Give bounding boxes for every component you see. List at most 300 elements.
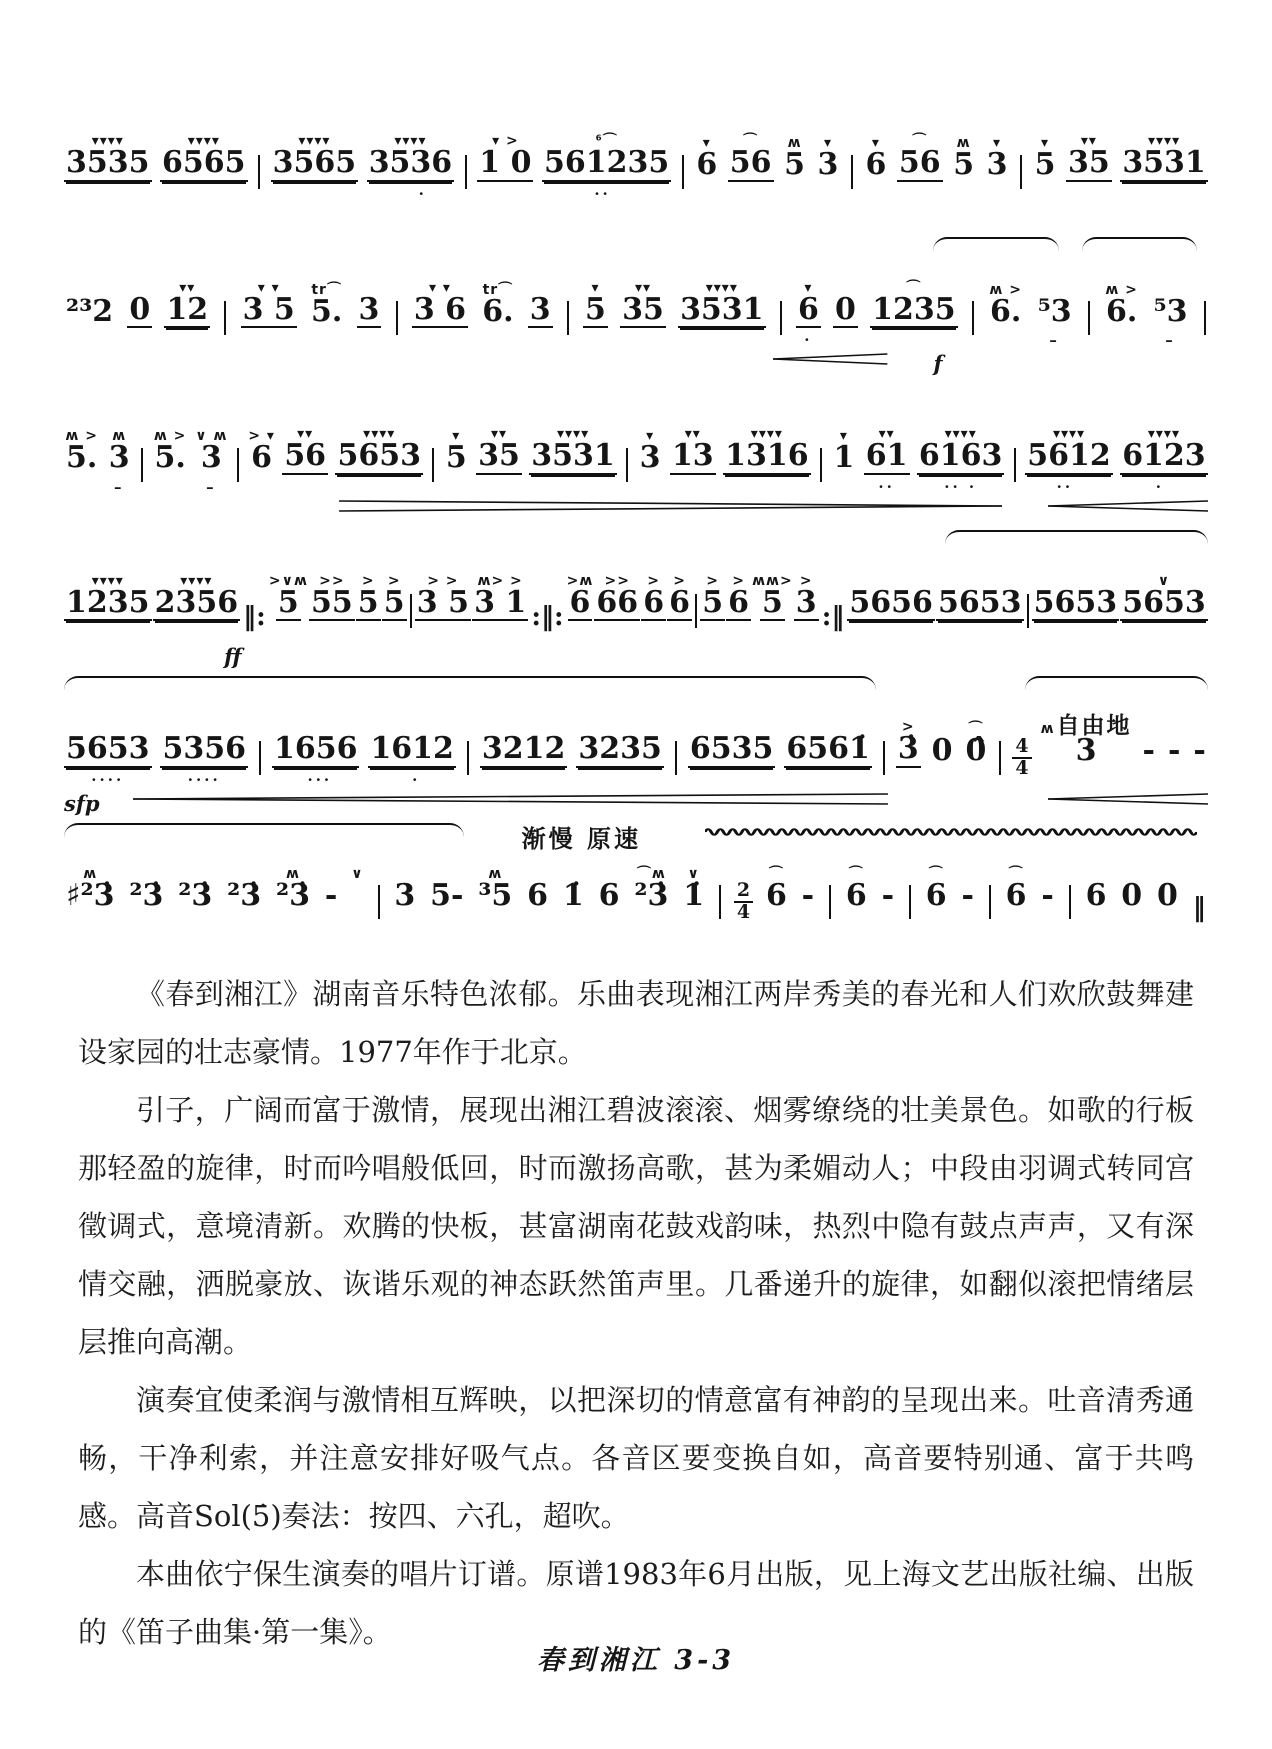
music-system	[0, 821, 1272, 936]
octave-dots	[501, 189, 509, 205]
notation-group	[274, 849, 312, 936]
jianpu-notes: 3	[639, 440, 661, 475]
notation-group	[688, 702, 776, 791]
jianpu-notes: 3565	[272, 145, 357, 180]
notation-group	[833, 263, 858, 352]
articulation-marks: ʍ >	[65, 428, 98, 444]
articulation-marks: ∨	[1157, 572, 1171, 589]
slur-arc	[1025, 676, 1208, 694]
page-footer	[0, 1638, 1272, 1677]
jianpu-notes: 56	[284, 438, 327, 473]
barline	[989, 885, 991, 919]
barline	[909, 885, 911, 919]
notation-group	[831, 411, 856, 498]
time-signature: 4 4	[1012, 737, 1031, 779]
articulation-marks: ▾	[839, 428, 848, 444]
barline	[820, 448, 822, 482]
notation-group	[784, 702, 872, 791]
music-system	[0, 528, 1272, 669]
notation-group	[1152, 265, 1190, 352]
octave-dots	[734, 628, 742, 644]
notation-group	[951, 118, 976, 205]
barline	[1020, 155, 1022, 189]
articulation-marks: ⌒	[743, 133, 759, 149]
articulation-marks: ▾▾▾▾	[298, 133, 331, 149]
notation-group	[597, 849, 622, 936]
jianpu-notes: 6	[527, 877, 549, 913]
octave-dots	[703, 189, 711, 205]
notation-group	[620, 263, 666, 352]
jianpu-notes: 6	[845, 877, 867, 913]
jianpu-notes: 3531	[531, 438, 615, 473]
octave-dots	[605, 919, 613, 935]
jianpu-notes: 5653	[938, 584, 1022, 620]
notation-row	[64, 702, 1208, 791]
jianpu-notes: -	[1193, 733, 1206, 768]
jianpu-notes: ⁵3	[1153, 293, 1188, 329]
octave-dots	[841, 335, 849, 351]
jianpu-notes: 6	[669, 584, 691, 620]
octave-dots: ·	[1155, 477, 1173, 496]
octave-dots	[1002, 335, 1010, 351]
notation-group	[567, 556, 594, 645]
notation-group	[323, 849, 339, 936]
notation-group	[1120, 409, 1208, 498]
notation-group	[412, 263, 468, 352]
jianpu-notes: 3	[1075, 733, 1097, 768]
articulation-marks: >	[732, 572, 745, 589]
articulation-marks: ▾▾▾▾	[180, 572, 213, 589]
jianpu-notes: -	[1041, 877, 1054, 913]
notation-group	[1036, 265, 1074, 352]
octave-dots: ··	[594, 184, 619, 203]
notation-group	[382, 556, 407, 645]
octave-dots	[1196, 775, 1204, 791]
octave-dots	[1082, 775, 1090, 791]
barline: :‖:	[531, 602, 564, 632]
articulation-marks: >	[387, 572, 401, 589]
articulation-marks: >	[647, 572, 660, 589]
notation-group	[164, 263, 210, 352]
barline	[851, 155, 853, 189]
paragraph-intro: 《春到湘江》湖南音乐特色浓郁。乐曲表现湘江两岸秀美的春光和人们欢欣鼓舞建设家园的壮志豪情。1977年作于北京。	[78, 977, 1194, 1069]
notation-group	[1141, 704, 1157, 791]
notation-group	[428, 849, 465, 936]
notation-group	[195, 411, 227, 498]
articulation-marks: ⌒ʍ	[636, 865, 666, 882]
notation-group	[1025, 409, 1113, 498]
octave-dots	[646, 482, 654, 498]
articulation-marks: >>	[319, 572, 345, 589]
jianpu-notes: 561235	[544, 145, 670, 180]
jianpu-notes: ²3̇	[129, 877, 164, 913]
notation-group	[1066, 116, 1112, 205]
octave-dots	[192, 628, 200, 644]
notation-group	[638, 411, 663, 498]
octave-dots	[364, 628, 372, 644]
jianpu-notes: 6	[598, 877, 620, 913]
jianpu-notes: 5.	[66, 440, 98, 475]
jianpu-notes: 3	[986, 147, 1008, 182]
octave-dots	[647, 919, 655, 935]
decresc-hairpin	[339, 500, 1003, 514]
jianpu-notes: 6	[1085, 877, 1107, 913]
octave-dots	[452, 482, 460, 498]
notation-group	[1032, 556, 1120, 645]
notation-group	[476, 409, 522, 498]
articulation-marks: ▾▾▾▾	[363, 426, 396, 442]
barline	[1027, 594, 1029, 628]
notation-group	[583, 263, 608, 352]
articulation-marks: ▾	[804, 279, 813, 296]
articulation-marks: >>	[604, 572, 630, 589]
articulation-marks: ʍ >	[1105, 281, 1138, 298]
octave-dots	[191, 919, 199, 935]
notation-group	[1033, 118, 1058, 205]
notation-group	[528, 263, 553, 352]
octave-dots	[763, 482, 771, 498]
octave-dots	[310, 189, 318, 205]
notation-group	[64, 116, 152, 205]
octave-dots	[709, 628, 717, 644]
articulation-marks: ▾	[993, 135, 1002, 151]
notation-group	[480, 265, 515, 352]
jianpu-notes: 3	[394, 877, 416, 913]
notation-group	[924, 849, 949, 936]
dynamic-marking: f	[933, 351, 943, 376]
notation-group	[392, 849, 417, 936]
articulation-marks: ▾▾▾▾	[705, 279, 738, 296]
notation-group	[529, 409, 617, 498]
barline	[410, 594, 412, 628]
octave-dots	[910, 335, 918, 351]
articulation-marks: ▾	[646, 428, 655, 444]
jianpu-notes: 66	[596, 584, 639, 620]
jianpu-notes: 6	[765, 877, 787, 913]
barline	[780, 301, 782, 335]
barline	[396, 301, 398, 335]
articulation-marks: >	[706, 572, 719, 589]
articulation-marks: ▾	[452, 428, 461, 444]
octave-dots	[824, 189, 832, 205]
octave-dots	[328, 628, 336, 644]
notation-group	[1004, 849, 1029, 936]
jianpu-notes: ♯²3̇	[66, 877, 115, 913]
articulation-marks: ⌒	[968, 721, 984, 737]
jianpu-notes: 5	[784, 147, 805, 182]
notation-group	[988, 265, 1023, 352]
octave-dots: ·	[395, 770, 429, 789]
articulation-marks: ▾▾▾▾	[1148, 133, 1181, 149]
barline	[626, 448, 628, 482]
jianpu-notes: 61	[865, 438, 908, 473]
octave-dots	[1092, 919, 1100, 935]
barline	[1204, 301, 1206, 335]
articulation-marks: >	[901, 719, 915, 735]
octave-dots	[824, 775, 832, 791]
articulation-marks: ʍ	[83, 865, 98, 882]
octave-dots	[289, 919, 297, 935]
notation-group	[847, 556, 935, 645]
octave-dots	[353, 919, 361, 935]
notation-group	[335, 409, 423, 498]
octave-dots	[491, 919, 499, 935]
jianpu-notes: 1316	[725, 438, 809, 473]
octave-dots	[494, 335, 502, 351]
jianpu-notes: -	[801, 877, 815, 913]
octave-dots	[747, 189, 755, 205]
jianpu-notes: ⁵3	[1037, 293, 1072, 329]
notation-group	[107, 411, 132, 498]
dynamic-marking: sfp	[64, 790, 100, 816]
articulation-marks: >∨ʍ	[268, 572, 308, 589]
octave-dots	[1041, 189, 1049, 205]
articulation-marks: ▾ ▾	[428, 279, 451, 296]
notation-group	[678, 263, 766, 352]
jianpu-notes: 6	[251, 440, 272, 475]
articulation-marks: ▾▾	[634, 279, 652, 296]
jianpu-notes: 3	[817, 147, 839, 182]
notation-group	[752, 556, 793, 645]
notation-group	[225, 849, 263, 936]
jianpu-notes: 6.	[990, 293, 1022, 329]
barline: ‖	[1192, 893, 1206, 923]
jianpu-notes: 5-	[430, 877, 464, 913]
jianpu-notes: -	[324, 877, 338, 913]
notation-group	[1120, 116, 1208, 205]
octave-dots	[972, 775, 980, 791]
articulation-marks: > ▾	[248, 428, 275, 444]
notation-group	[415, 556, 471, 645]
jianpu-notes: 3212	[481, 731, 566, 766]
jianpu-notes: 5	[445, 440, 467, 475]
jianpu-notes: 5612	[1027, 438, 1111, 473]
notation-group	[594, 556, 640, 645]
jianpu-notes: 3531	[680, 291, 764, 327]
articulation-marks: ⌒	[906, 279, 922, 296]
notation-group	[782, 118, 807, 205]
octave-dots	[718, 335, 726, 351]
barline	[224, 301, 226, 335]
jianpu-notes: 56	[898, 145, 941, 180]
octave-dots	[690, 919, 698, 935]
notation-group	[694, 118, 719, 205]
notation-group	[272, 702, 360, 791]
slur-arc	[1082, 237, 1196, 255]
notation-group	[248, 411, 275, 498]
jianpu-notes: 5	[702, 584, 724, 620]
jianpu-notes: 1	[833, 440, 855, 475]
notation-group	[930, 704, 955, 791]
octave-dots	[439, 628, 447, 644]
barline	[259, 741, 261, 775]
octave-dots: ···	[299, 770, 333, 789]
jianpu-notes: 6	[925, 877, 947, 913]
articulation-marks: ⌒	[912, 133, 928, 149]
articulation-marks: ʍʍ>	[752, 572, 793, 589]
octave-dots	[495, 482, 503, 498]
barline	[675, 741, 677, 775]
jianpu-notes: 6	[569, 584, 591, 620]
jianpu-notes: ²3̇	[276, 877, 311, 913]
notation-group	[1120, 556, 1208, 645]
jianpu-notes: ²3̇	[634, 877, 669, 913]
jianpu-notes: 35	[1068, 145, 1110, 180]
notation-row	[64, 556, 1208, 645]
notation-group	[1084, 849, 1109, 936]
barline: ‖:	[243, 602, 266, 632]
slur-arc	[933, 237, 1059, 255]
octave-dots	[323, 335, 331, 351]
jianpu-notes: ²³2	[66, 293, 114, 329]
barline	[567, 301, 569, 335]
notation-group	[357, 263, 382, 352]
octave-dots	[104, 189, 112, 205]
octave-dots	[840, 482, 848, 498]
jianpu-notes: 5	[585, 291, 606, 327]
jianpu-notes: 5	[761, 584, 783, 620]
octave-dots	[443, 919, 451, 935]
articulation-marks: ⌒	[768, 865, 784, 882]
barline	[719, 885, 721, 919]
articulation-marks: ▾▾▾▾	[1147, 426, 1180, 442]
octave-dots	[569, 919, 577, 935]
jianpu-notes: 3 5	[416, 584, 469, 620]
articulation-marks: ▾	[702, 135, 711, 151]
articulation-marks: ⁶⌒	[595, 133, 618, 149]
barline	[237, 448, 239, 482]
notation-group	[959, 849, 975, 936]
jianpu-notes: 55	[310, 584, 353, 620]
jianpu-notes: 5653	[1033, 584, 1118, 620]
jianpu-notes: ³5	[478, 877, 513, 913]
notation-group	[282, 409, 328, 498]
notation-group	[863, 118, 888, 205]
barline	[883, 741, 885, 775]
jianpu-notes: 3	[358, 291, 380, 327]
notation-group	[476, 849, 514, 936]
jianpu-notes: 3 5	[242, 291, 295, 327]
octave-dots	[569, 482, 577, 498]
barline	[1014, 448, 1016, 482]
notation-group	[985, 118, 1010, 205]
octave-dots: –	[1165, 331, 1176, 349]
notation-group	[632, 849, 670, 936]
notation-group	[1166, 704, 1182, 791]
notation-row	[64, 263, 1208, 352]
jianpu-notes: 6561̇	[786, 731, 870, 766]
octave-dots	[78, 482, 86, 498]
notation-group	[1191, 704, 1207, 791]
octave-dots	[436, 335, 444, 351]
notation-group	[153, 556, 241, 645]
octave-dots	[993, 189, 1001, 205]
jianpu-notes: 1235	[66, 584, 150, 620]
articulation-marks: ▾▾	[179, 279, 196, 296]
notation-group	[561, 849, 586, 936]
notation-group	[864, 409, 910, 498]
jianpu-notes: 5	[383, 584, 405, 620]
notation-group	[176, 849, 214, 936]
program-notes	[78, 965, 1194, 1661]
jianpu-notes: 1̇	[562, 877, 584, 913]
octave-dots	[938, 775, 946, 791]
articulation-marks: ▾	[591, 279, 600, 296]
notation-group	[641, 556, 666, 645]
articulation-marks: ▾ ▾	[257, 279, 280, 296]
barline	[695, 594, 697, 628]
octave-dots	[136, 335, 144, 351]
octave-dots	[1163, 919, 1171, 935]
articulation-marks: ʍ	[488, 865, 503, 882]
octave-dots: ··	[1056, 477, 1082, 496]
octave-dots	[1160, 628, 1168, 644]
notation-group	[936, 556, 1024, 645]
barline	[829, 885, 831, 919]
articulation-marks: > >	[427, 572, 459, 589]
jianpu-notes: 6535	[689, 731, 774, 766]
jianpu-notes: 3 6	[413, 291, 467, 327]
octave-dots	[401, 919, 409, 935]
jianpu-notes: 5356	[162, 731, 246, 766]
jianpu-notes: 1 0	[479, 145, 532, 180]
barline	[999, 741, 1001, 775]
octave-dots	[887, 628, 895, 644]
octave-dots: ·· ·	[944, 477, 978, 496]
notation-row	[64, 849, 1208, 936]
notation-group	[309, 556, 355, 645]
octave-dots: ····	[91, 770, 125, 789]
octave-dots	[284, 628, 292, 644]
barline	[467, 741, 469, 775]
time-signature: 2 4	[734, 881, 753, 923]
notation-group	[764, 849, 789, 936]
articulation-marks: tr⌒	[482, 281, 514, 298]
jianpu-notes: 0	[835, 291, 856, 327]
notation-group	[726, 556, 751, 645]
octave-dots	[872, 189, 880, 205]
articulation-marks: ⌒	[848, 865, 864, 882]
paragraph-source: 本曲依宁保生演奏的唱片订谱。原谱1983年6月出版，见上海文艺出版社编、出版的《笛子曲集·第一集》。	[78, 1557, 1194, 1649]
articulation-marks: ▾▾▾▾	[556, 426, 590, 442]
octave-dots: –	[113, 477, 125, 496]
octave-dots	[1170, 775, 1178, 791]
music-system	[0, 235, 1272, 376]
notation-group	[477, 116, 533, 205]
barline: :‖	[821, 602, 845, 632]
cresc-hairpin	[1048, 793, 1208, 807]
octave-dots	[104, 628, 112, 644]
jianpu-notes	[350, 879, 364, 913]
octave-dots: ··	[878, 477, 895, 496]
expression-label: 自由地	[1056, 712, 1132, 739]
octave-dots	[301, 482, 309, 498]
notation-group	[271, 116, 359, 205]
octave-dots	[390, 628, 398, 644]
slur-arc	[64, 676, 876, 694]
articulation-marks: ▾▾▾▾	[1052, 426, 1086, 442]
octave-dots	[142, 919, 150, 935]
articulation-marks: ▾	[1041, 135, 1050, 151]
notation-group	[670, 409, 716, 498]
jianpu-notes: 1656	[273, 731, 358, 766]
jianpu-notes: 56	[729, 145, 772, 180]
octave-dots	[852, 919, 860, 935]
paragraph-description: 引子，广阔而富于激情，展现出湘江碧波滚滚、烟雾缭绕的壮美景色。如歌的行板那轻盈的旋律，时而吟唱般低回，时而激扬高歌，甚为柔媚动人；中段由羽调式转同宫徵调式，意境清新。欢腾的快板，甚富湖南花鼓戏韵味，热烈中隐有鼓点声声，又有深情交融，洒脱豪放、诙谐乐观的神态跃然笛声里。几番递升的旋律，如翻似滚把情绪层层推向高潮。	[78, 1093, 1194, 1359]
jianpu-notes: 1612	[370, 731, 454, 766]
jianpu-notes: 3536	[368, 145, 453, 180]
octave-dots	[675, 628, 683, 644]
